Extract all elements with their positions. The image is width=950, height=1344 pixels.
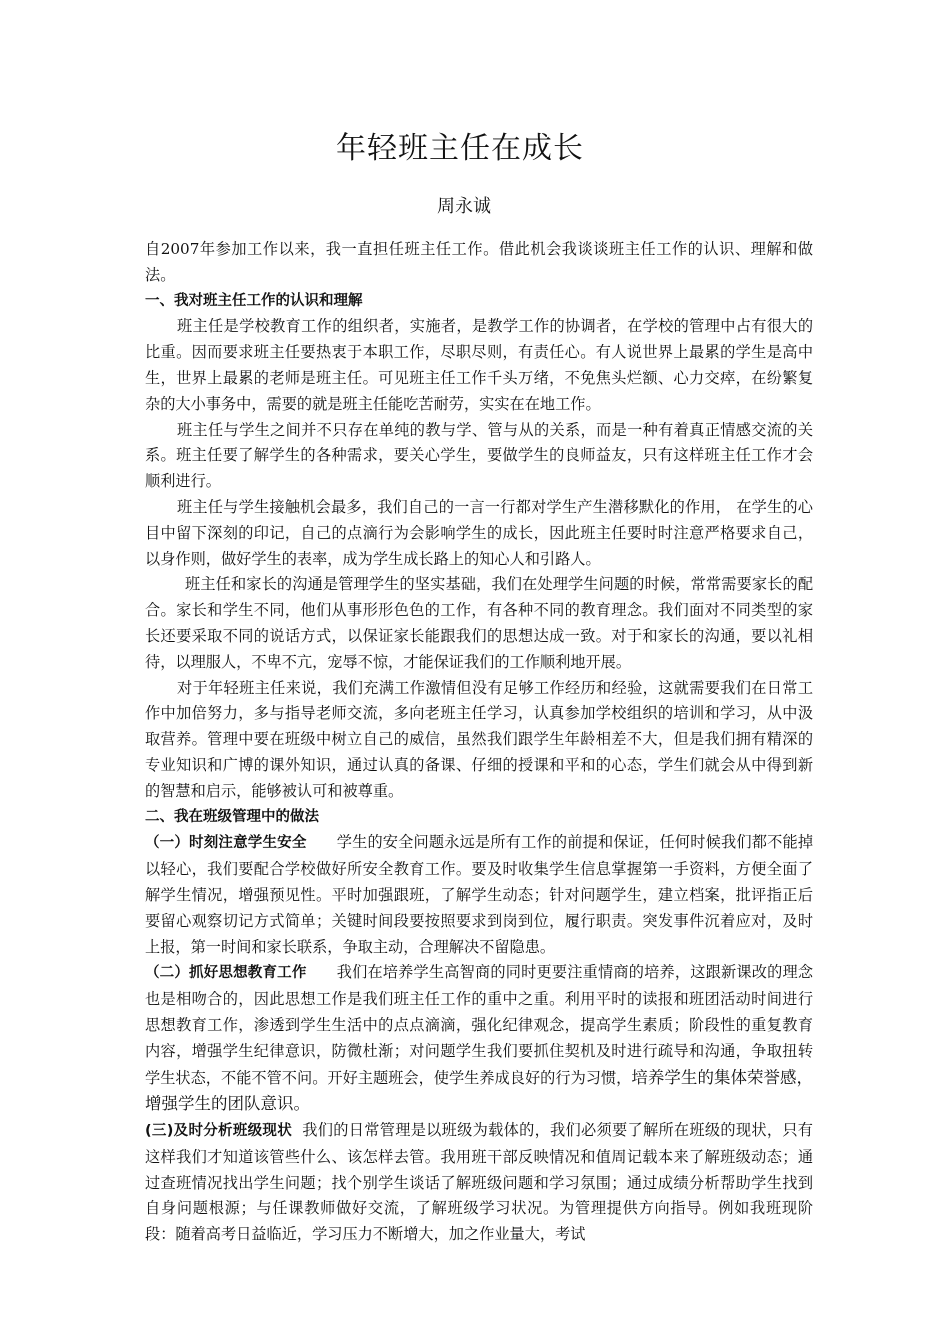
section-2-item-3 [145, 1118, 813, 1248]
section-1-paragraph-2: 班主任与学生之间并不只存在单纯的教与学、管与从的关系，而是一种有着真正情感交流的关系。班主任要了解学生的各种需求，要关心学生，要做学生的良师益友，只有这样班主任工作才会顺利进行。 [145, 420, 813, 491]
section-1-paragraph-3: 班主任与学生接触机会最多，我们自己的一言一行都对学生产生潜移默化的作用， 在学生的心目中留下深刻的印记，自己的点滴行为会影响学生的成长，因此班主任要时时注意严格要求自己，以身作则，做好学生的表率，成为学生成长路上的知心人和引路人。 [145, 497, 813, 568]
section-2-item-2 [145, 960, 813, 1118]
section-2-item-1 [145, 830, 813, 960]
document-body [145, 237, 813, 1248]
item-1-text: 学生的安全问题永远是所有工作的前提和保证，任何时候我们都不能掉以轻心，我们要配合学校做好所安全教育工作。要及时收集学生信息掌握第一手资料，方便全面了解学生情况，增强预见性。平时加强跟班，了解学生动态；针对问题学生，建立档案，批评指正后要留心观察切记方式简单；关键时间段要按照要求到岗到位，履行职责。突发事件沉着应对，及时上报，第一时间和家长联系，争取主动，合理解决不留隐患。 [145, 833, 814, 956]
section-1-heading: 一、我对班主任工作的认识和理解 [145, 292, 363, 309]
item-2-text: 我们在培养学生高智商的同时更要注重情商的培养，这跟新课改的理念也是相吻合的，因此思想工作是我们班主任工作的重中之重。利用平时的读报和班团活动时间进行思想教育工作，渗透到学生生活中的点点滴滴，强化纪律观念，提高学生素质；阶段性的重复教育内容，增强学生纪律意识，防微杜渐；对问题学生我们要抓住契机及时进行疏导和沟通，争取扭转学生状态，不能不管不问。开好主题班会，使学生养成良好的行为习惯， [145, 963, 814, 1087]
item-3-label: (三)及时分析班级现状 [145, 1123, 293, 1140]
item-2-label: （二）抓好思想教育工作 [145, 965, 307, 982]
document-title: 年轻班主任在成长 [336, 131, 584, 166]
section-2-heading: 二、我在班级管理中的做法 [145, 808, 319, 825]
document-author: 周永诚 [437, 196, 491, 217]
item-2-text-tail: 培养学生的集体荣誉感， 增强学生的团队意识。 [145, 1067, 814, 1114]
section-1-paragraph-4: 班主任和家长的沟通是管理学生的坚实基础，我们在处理学生问题的时候，常常需要家长的配合。家长和学生不同，他们从事形形色色的工作，有各种不同的教育理念。我们面对不同类型的家长还要采取不同的说话方式，以保证家长能跟我们的思想达成一致。对于和家长的沟通，要以礼相待，以理服人，不卑不亢，宠辱不惊，才能保证我们的工作顺利地开展。 [145, 575, 813, 671]
section-1-paragraph-5: 对于年轻班主任来说，我们充满工作激情但没有足够工作经历和经验，这就需要我们在日常工作中加倍努力，多与指导老师交流，多向老班主任学习，认真参加学校组织的培训和学习，从中汲取营养。管理中要在班级中树立自己的威信，虽然我们跟学生年龄相差不大，但是我们拥有精深的专业知识和广博的课外知识，通过认真的备课、仔细的授课和平和的心态，学生们就会从中得到新的智慧和启示，能够被认可和被尊重。 [145, 678, 813, 800]
item-1-label: （一）时刻注意学生安全 [145, 835, 307, 852]
section-1-paragraph-1: 班主任是学校教育工作的组织者，实施者，是教学工作的协调者，在学校的管理中占有很大的比重。因而要求班主任要热衷于本职工作，尽职尽则，有责任心。有人说世界上最累的学生是高中生，世界上最累的老师是班主任。可见班主任工作千头万绪，不免焦头烂额、心力交瘁，在纷繁复杂的大小事务中，需要的就是班主任能吃苦耐劳，实实在在地工作。 [145, 317, 813, 413]
item-3-text: 我们的日常管理是以班级为载体的，我们必须要了解所在班级的现状，只有这样我们才知道该管些什么、该怎样去管。我用班干部反映情况和值周记载本来了解班级动态；通过查班情况找出学生问题；找个别学生谈话了解班级问题和学习氛围；通过成绩分析帮助学生找到自身问题根源；与任课教师做好交流，了解班级学习状况。为管理提供方向指导。例如我班现阶段：随着高考日益临近，学习压力不断增大，加之作业量大，考试 [145, 1121, 813, 1244]
intro-paragraph: 自2007年参加工作以来，我一直担任班主任工作。借此机会我谈谈班主任工作的认识、理解和做法。 [145, 240, 813, 284]
